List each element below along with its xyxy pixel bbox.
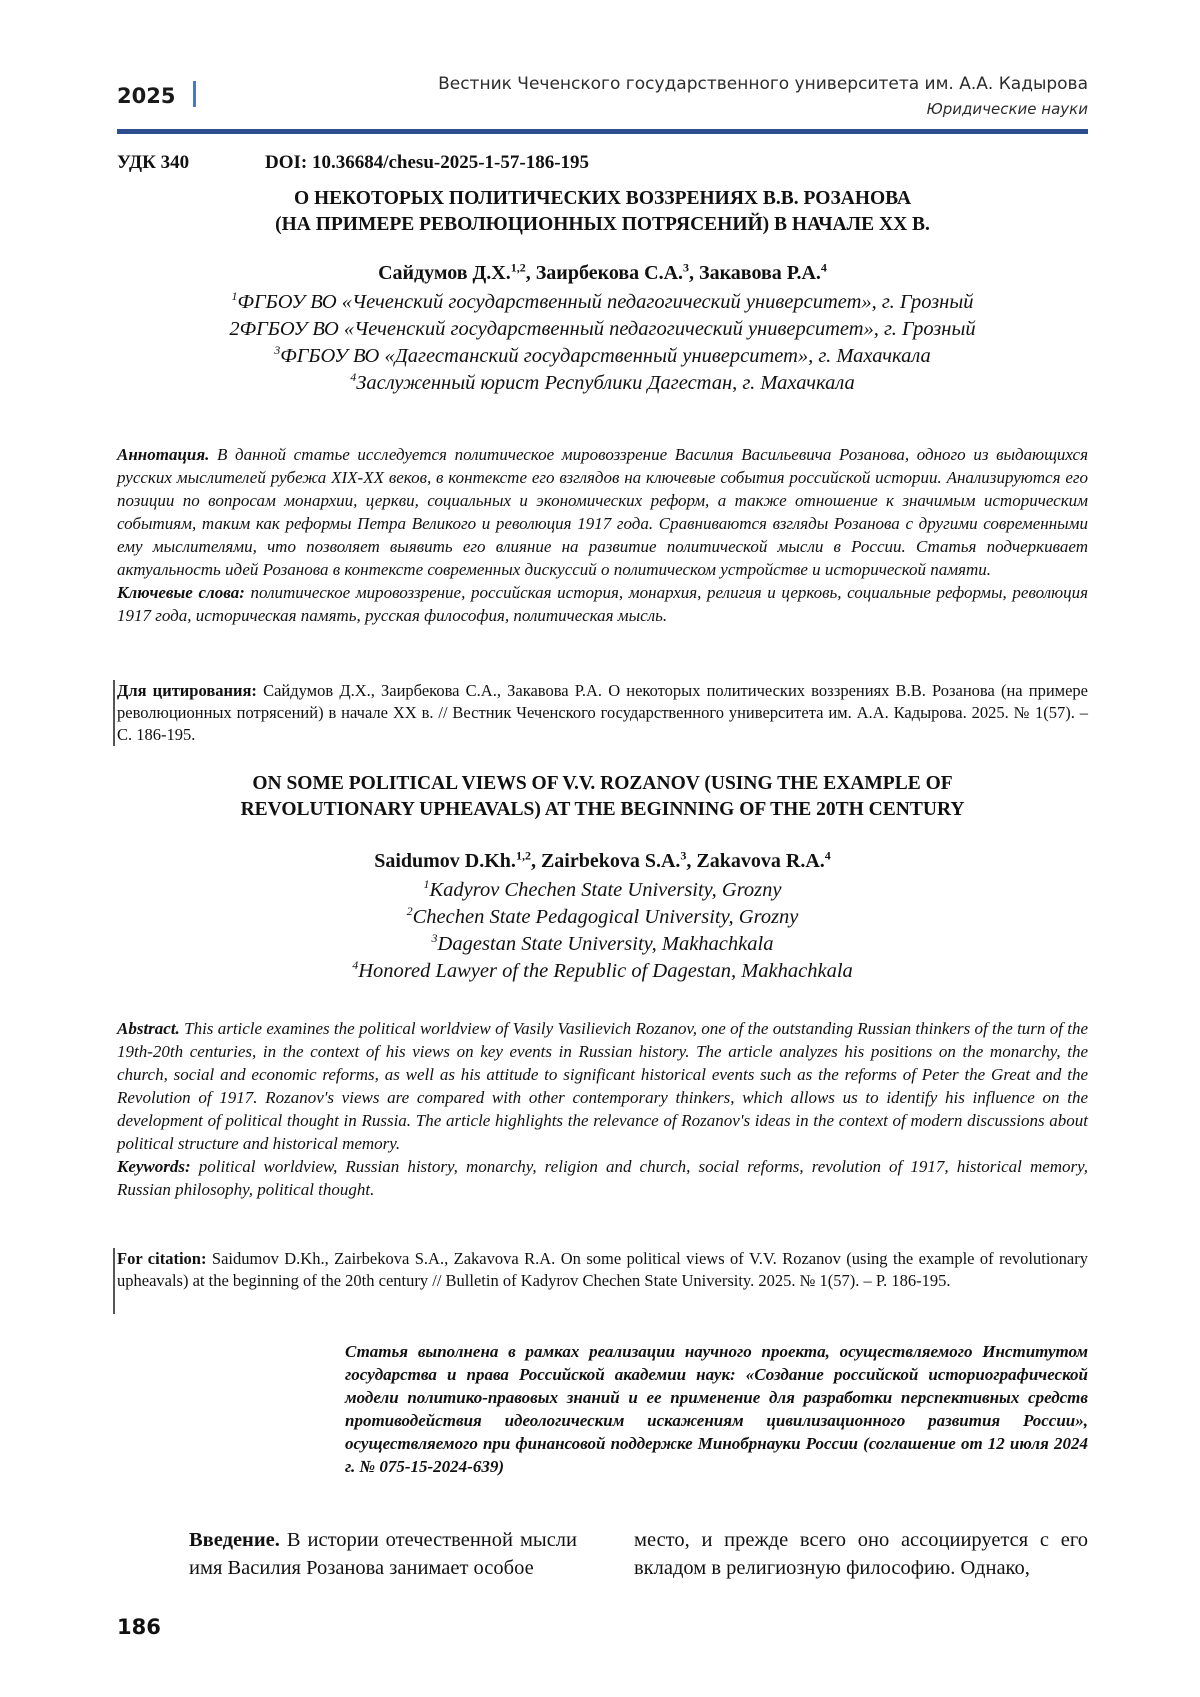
en-affiliation-2	[117, 904, 1088, 931]
author-separator: ,	[686, 850, 696, 872]
en-abstract-text: This article examines the political worldview of Vasily Vasilievich Rozanov, one of the outstanding Russian thinkers of the turn of the 19th-20th centuries, in the context of his views on key events in Russian history. The article analyzes his positions on the monarchy, the church, social and economic reforms, as well as his attitude to significant historical events such as the reforms of Peter the Great and the Revolution of 1917. Rozanov's views are compared with other contemporary thinkers, which allows us to identify his influence on the development of political thought in Russia. The article highlights the relevance of Rozanov's ideas in the context of modern discussions about political structure and historical memory.	[117, 1019, 1088, 1153]
ru-affiliation-3	[117, 343, 1088, 370]
udk-code: УДК 340	[117, 152, 189, 174]
ru-abstract-label: Аннотация.	[117, 445, 209, 464]
body-column-right	[634, 1526, 1088, 1582]
intro-label: Введение.	[189, 1529, 280, 1551]
en-authors	[117, 850, 1088, 873]
ru-title	[117, 186, 1088, 238]
en-abstract-label: Abstract.	[117, 1019, 180, 1038]
en-affiliation-4	[117, 958, 1088, 985]
funding-note: Статья выполнена в рамках реализации научного проекта, осуществляемого Институтом государства и права Российской академии наук: «Создание российской историографической модели политико-правовых знаний и ее применение для разработки перспективных средств противодействия идеологическим искажениям цивилизационного развития России», осуществляемого при финансовой поддержке Минобрнауки России (соглашение от 12 июля 2024 г. № 075-15-2024-639)	[345, 1340, 1088, 1478]
intro-paragraph	[117, 1526, 577, 1582]
en-title-line1: ON SOME POLITICAL VIEWS OF V.V. ROZANOV (USING THE EXAMPLE OF	[117, 771, 1088, 797]
ru-title-line1: О НЕКОТОРЫХ ПОЛИТИЧЕСКИХ ВОЗЗРЕНИЯХ В.В. РОЗАНОВА	[117, 186, 1088, 212]
ru-affiliation-2	[117, 316, 1088, 343]
header-divider-bar	[193, 81, 196, 107]
en-author-1: Saidumov D.Kh.	[374, 850, 516, 872]
affiliation-text: ФГБОУ ВО «Дагестанский государственный университет», г. Махачкала	[280, 345, 931, 367]
en-title	[117, 771, 1088, 823]
affiliation-text: Заслуженный юрист Республики Дагестан, г. Махачкала	[356, 372, 855, 394]
affiliation-sup: 4	[350, 370, 356, 384]
en-abstract	[117, 1017, 1088, 1201]
ru-keywords	[117, 581, 1088, 627]
ru-affiliation-4	[117, 370, 1088, 397]
en-keywords	[117, 1155, 1088, 1201]
ru-citation	[117, 680, 1088, 746]
affiliation-sup: 4	[352, 958, 358, 972]
ru-title-line2: (НА ПРИМЕРЕ РЕВОЛЮЦИОННЫХ ПОТРЯСЕНИЙ) В НАЧАЛЕ XX В.	[117, 212, 1088, 238]
affiliation-text: Kadyrov Chechen State University, Grozny	[429, 879, 781, 901]
affiliation-text: Chechen State Pedagogical University, Grozny	[413, 906, 799, 928]
ru-author-2: Заирбекова С.А.	[536, 262, 683, 284]
en-title-line2: REVOLUTIONARY UPHEAVALS) AT THE BEGINNING OF THE 20TH CENTURY	[117, 797, 1088, 823]
affiliation-sup: 1	[232, 289, 238, 303]
ru-keywords-text: политическое мировоззрение, российская история, монархия, религия и церковь, социальные реформы, революция 1917 года, историческая память, русская философия, политическая мысль.	[117, 583, 1088, 625]
running-header-journal: Вестник Чеченского государственного университета им. А.А. Кадырова	[438, 74, 1088, 94]
ru-author-3-sup: 4	[821, 260, 827, 274]
en-keywords-label: Keywords:	[117, 1157, 191, 1176]
ru-citation-label: Для цитирования:	[117, 681, 257, 700]
ru-keywords-label: Ключевые слова:	[117, 583, 245, 602]
author-separator: ,	[531, 850, 541, 872]
en-citation-label: For citation:	[117, 1249, 206, 1268]
affiliation-sup: 1	[423, 877, 429, 891]
affiliation-text: Dagestan State University, Makhachkala	[438, 933, 774, 955]
en-author-3: Zakavova R.A.	[696, 850, 824, 872]
en-citation	[117, 1248, 1088, 1292]
page-number: 186	[117, 1615, 161, 1639]
ru-author-1-sup: 1,2	[511, 260, 526, 274]
en-keywords-text: political worldview, Russian history, monarchy, religion and church, social reforms, revolution of 1917, historical memory, Russian philosophy, political thought.	[117, 1157, 1088, 1199]
affiliation-sup: 3	[274, 343, 280, 357]
ru-author-1: Сайдумов Д.Х.	[378, 262, 511, 284]
en-author-2-sup: 3	[680, 848, 686, 862]
affiliation-sup: 2	[407, 904, 413, 918]
affiliation-sup: 3	[432, 931, 438, 945]
ru-affiliations	[117, 289, 1088, 397]
en-author-1-sup: 1,2	[516, 848, 531, 862]
en-affiliations	[117, 877, 1088, 985]
running-header-year: 2025	[117, 84, 175, 108]
en-author-3-sup: 4	[825, 848, 831, 862]
doi: DOI: 10.36684/chesu-2025-1-57-186-195	[265, 152, 589, 174]
affiliation-text: Honored Lawyer of the Republic of Dagestan, Makhachkala	[358, 960, 853, 982]
affiliation-text: ФГБОУ ВО «Чеченский государственный педагогический университет», г. Грозный	[238, 291, 974, 313]
ru-author-2-sup: 3	[683, 260, 689, 274]
header-rule	[117, 129, 1088, 134]
ru-citation-text: Сайдумов Д.Х., Заирбекова С.А., Закавова Р.А. О некоторых политических воззрениях В.В. Розанова (на примере революционных потрясений) в начале XX в. // Вестник Чеченского государственного университета им. А.А. Кадырова. 2025. № 1(57). – С. 186-195.	[117, 681, 1088, 744]
en-citation-text: Saidumov D.Kh., Zairbekova S.A., Zakavova R.A. On some political views of V.V. Rozanov (using the example of revolutionary upheavals) at the beginning of the 20th century // Bulletin of Kadyrov Chechen State University. 2025. № 1(57). – P. 186-195.	[117, 1249, 1088, 1290]
intro-text: В истории отечественной мысли имя Василия Розанова занимает особое	[189, 1529, 577, 1579]
author-separator: ,	[526, 262, 536, 284]
running-header-section: Юридические науки	[927, 100, 1088, 118]
ru-affiliation-1	[117, 289, 1088, 316]
en-affiliation-1	[117, 877, 1088, 904]
en-author-2: Zairbekova S.A.	[541, 850, 680, 872]
ru-citation-bar	[113, 680, 115, 746]
en-affiliation-3	[117, 931, 1088, 958]
affiliation-text: 2ФГБОУ ВО «Чеченский государственный педагогический университет», г. Грозный	[229, 318, 975, 340]
ru-abstract	[117, 443, 1088, 627]
ru-author-3: Закавова Р.А.	[699, 262, 821, 284]
body-right-text: место, и прежде всего оно ассоциируется с его вкладом в религиозную философию. Однако,	[634, 1529, 1088, 1579]
body-column-left	[117, 1526, 577, 1582]
ru-authors	[117, 262, 1088, 285]
author-separator: ,	[689, 262, 699, 284]
en-citation-bar	[113, 1248, 115, 1314]
ru-abstract-text: В данной статье исследуется политическое мировоззрение Василия Васильевича Розанова, одного из выдающихся русских мыслителей рубежа XIX-XX веков, в контексте его взглядов на ключевые события российской истории. Анализируются его позиции по вопросам монархии, церкви, социальных и экономических реформ, а также отношение к значимым историческим событиям, таким как реформы Петра Великого и революция 1917 года. Сравниваются взгляды Розанова с другими современными ему мыслителями, что позволяет выявить его влияние на развитие политической мысли в России. Статья подчеркивает актуальность идей Розанова в контексте современных дискуссий о политическом устройстве и исторической памяти.	[117, 445, 1088, 579]
